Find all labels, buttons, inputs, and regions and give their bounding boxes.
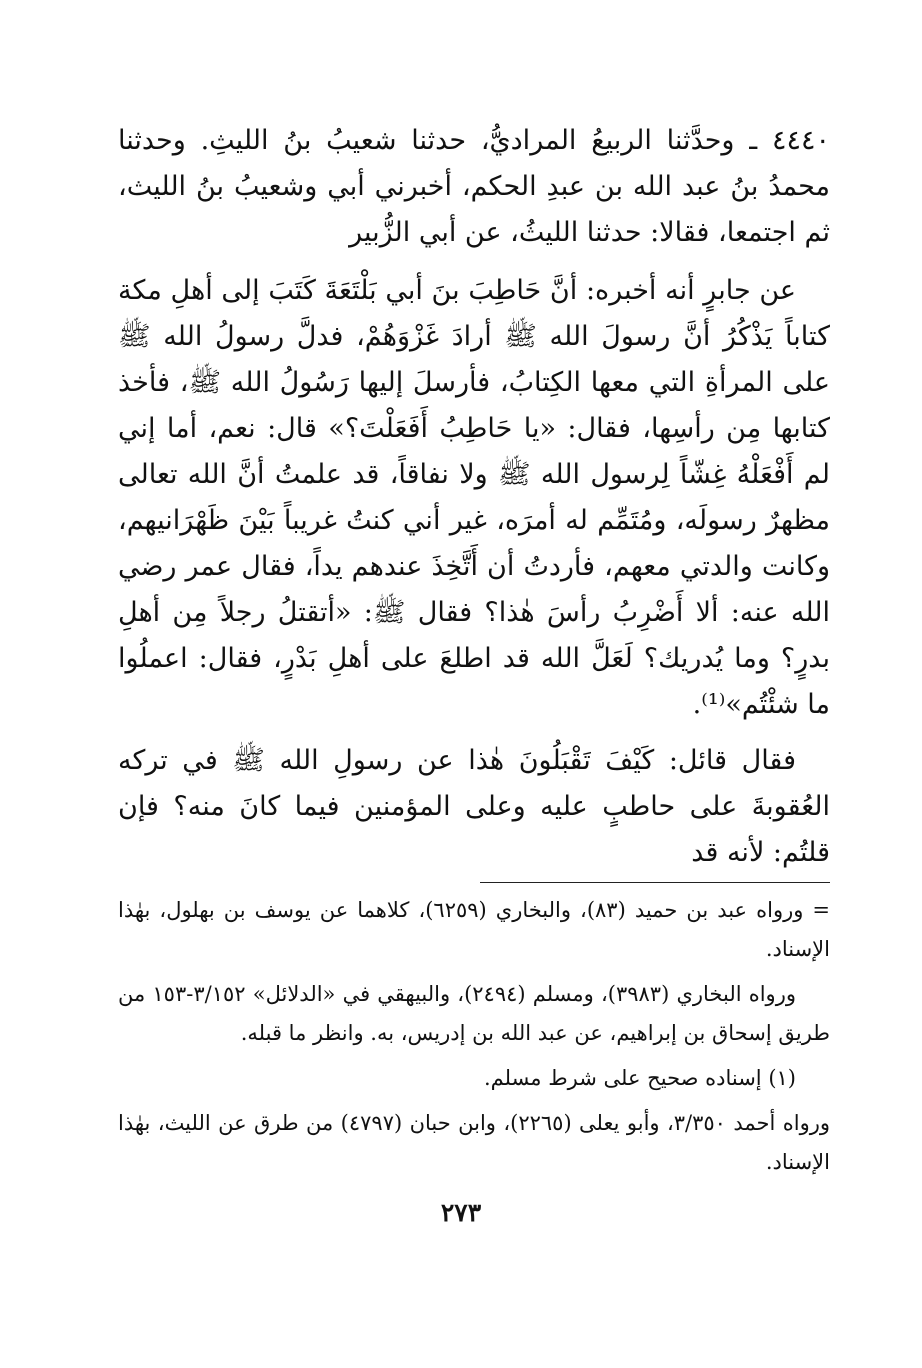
hadith-text-paragraph: عن جابرٍ أنه أخبره: أنَّ حَاطِبَ بنَ أبي بَلْتَعَةَ كَتَبَ إلى أهلِ مكة كتاباً يَذْكُرُ أنَّ رسولَ الله ﷺ أرادَ غَزْوَهُمْ، فدلَّ رسولُ الله ﷺ على المرأةِ التي معها الكِتابُ، فأرسلَ إليها رَسُولُ الله ﷺ، فأخذ كتابها مِن رأسِها، فقال: «يا حَاطِبُ أَفَعَلْتَ؟» قال: نعم، أما إني لم أَفْعَلْهُ غِشّاً لِرسول الله ﷺ ولا نفاقاً، قد علمتُ أنَّ الله تعالى مظهرٌ رسولَه، ومُتَمِّم له أمرَه، غير أني كنتُ غريباً بَيْنَ ظَهْرَانيهم، وكانت والدتي معهم، فأردتُ أن أَتَّخِذَ عندهم يداً، فقال عمر رضي الله عنه: ألا أَضْرِبُ رأسَ هٰذا؟ فقال ﷺ: «أتقتلُ رجلاً مِن أهلِ بدرٍ؟ وما يُدريك؟ لَعَلَّ الله قد اطلعَ على أهلِ بَدْرٍ، فقال: اعملُوا ما شئْتُم»⁽¹⁾. <box>118 275 830 720</box>
footnote-continuation: = ورواه عبد بن حميد (٨٣)، والبخاري (٦٢٥٩)، كلاهما عن يوسف بن بهلول، بهٰذا الإسناد. <box>118 898 831 961</box>
footnote-continuation-2: ورواه البخاري (٣٩٨٣)، ومسلم (٢٤٩٤)، والبيهقي في «الدلائل» ٣/١٥٢-١٥٣ من طريق إسحاق بن إبراهيم، عن عبد الله بن إدريس، به. وانظر ما قبله. <box>118 982 830 1045</box>
page-body <box>118 118 830 1188</box>
page-number: ٢٧٣ <box>440 1198 482 1227</box>
hadith-chain-paragraph: ٤٤٤٠ ـ وحدَّثنا الربيعُ المراديُّ، حدثنا شعيبُ بنُ الليثِ. وحدثنا محمدُ بنُ عبد الله بن عبدِ الحكم، أخبرني أبي وشعيبُ بنُ الليث، ثم اجتمعا، فقالا: حدثنا الليثُ، عن أبي الزُّبير <box>118 125 830 248</box>
commentary-paragraph: فقال قائل: كَيْفَ تَقْبَلُونَ هٰذا عن رسولِ الله ﷺ في تركه العُقوبةَ على حاطبٍ عليه وعلى المؤمنين فيما كانَ منه؟ فإن قلتُم: لأنه قد <box>118 745 830 868</box>
footnote-1: (١) إسناده صحيح على شرط مسلم. <box>483 1066 796 1090</box>
footnote-1-continuation: ورواه أحمد ٣/٣٥٠، وأبو يعلى (٢٢٦٥)، وابن حبان (٤٧٩٧) من طرق عن الليث، بهٰذا الإسناد. <box>118 1111 831 1174</box>
footnote-divider <box>480 882 830 883</box>
footnotes-section <box>118 891 830 1182</box>
